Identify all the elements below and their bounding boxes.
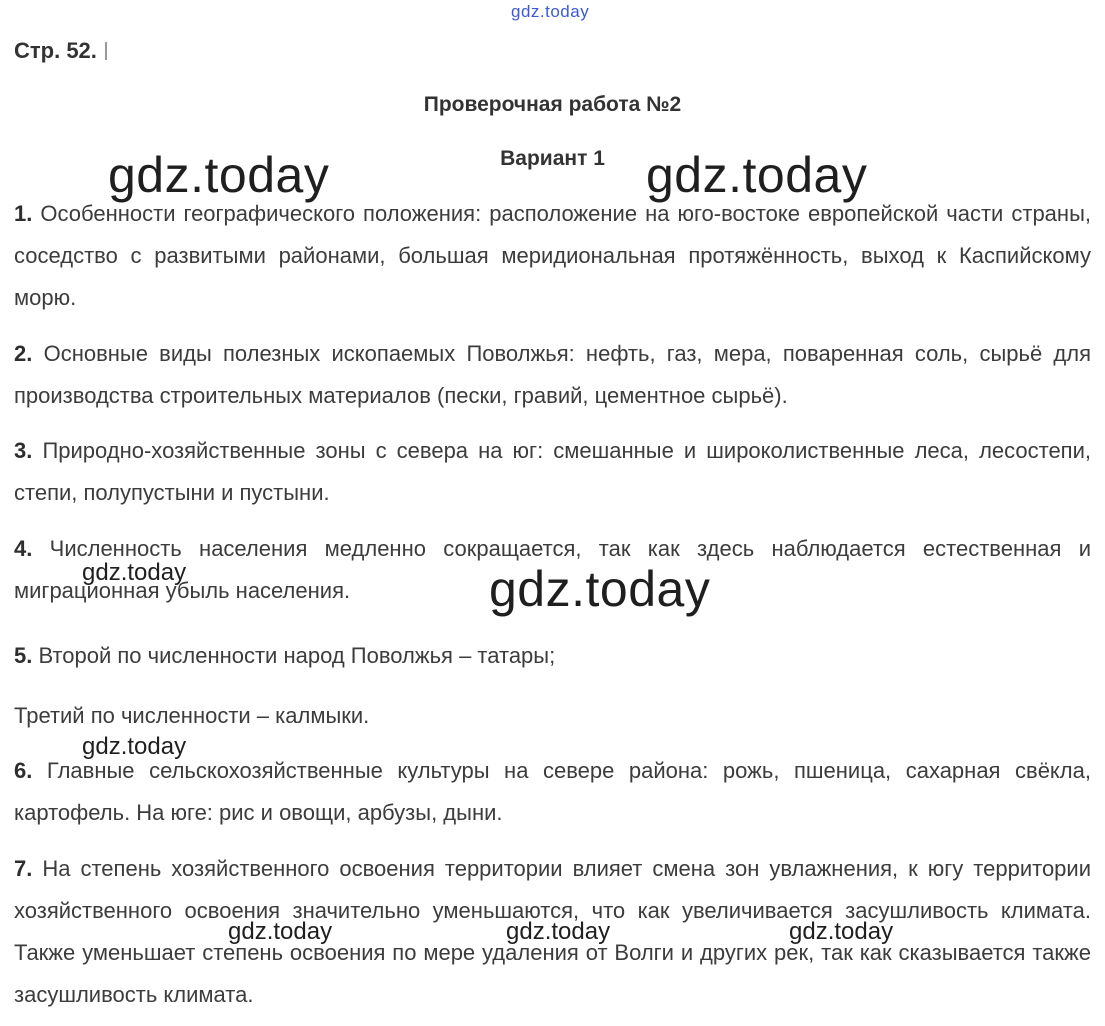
page-title: Проверочная работа №2 [423, 93, 682, 116]
answer-2 [14, 333, 1091, 417]
watermark: gdz.today [228, 918, 333, 945]
answer-number: 7. [14, 856, 33, 881]
answer-6 [14, 750, 1091, 834]
watermark: gdz.today [108, 147, 330, 203]
watermark: gdz.today [506, 918, 611, 945]
answer-number: 3. [14, 438, 33, 463]
variant-title: Вариант 1 [500, 147, 605, 170]
answer-number: 5. [14, 643, 33, 668]
answer-5 [14, 635, 1091, 677]
answer-text: Второй по численности народ Поволжья – татары; [38, 643, 556, 668]
answer-text: Главные сельскохозяйственные культуры на севере района: рожь, пшеница, сахарная свёкла, картофель. На юге: рис и овощи, арбузы, дыни. [14, 758, 1091, 825]
answer-number: 6. [14, 758, 33, 783]
answer-number: 1. [14, 201, 33, 226]
answer-text: Особенности географического положения: расположение на юго-востоке европейской части страны, соседство с развитыми районами, большая меридиональная протяжённость, выход к Каспийскому морю. [14, 201, 1091, 310]
answer-text: Третий по численности – калмыки. [14, 703, 370, 728]
answer-text: Природно-хозяйственные зоны с севера на юг: смешанные и широколиственные леса, лесостепи, степи, полупустыни и пустыни. [14, 438, 1091, 505]
page-reference [14, 38, 107, 64]
watermark: gdz.today [789, 918, 894, 945]
watermark: gdz.today [489, 561, 711, 617]
answer-3 [14, 430, 1091, 514]
watermark-top: gdz.today [511, 2, 590, 21]
answer-number: 2. [14, 341, 33, 366]
watermark: gdz.today [646, 147, 868, 203]
text-cursor [105, 42, 107, 60]
answer-text: Численность населения медленно сокращается, так как здесь наблюдается естественная и миграционная убыль населения. [14, 536, 1091, 603]
answer-text: Основные виды полезных ископаемых Поволжья: нефть, газ, мера, поваренная соль, сырьё для производства строительных материалов (пески, гравий, цементное сырьё). [14, 341, 1091, 408]
page-reference-label: Стр. 52. [14, 38, 97, 63]
watermark: gdz.today [82, 733, 187, 760]
answer-5-continued [14, 695, 1091, 737]
answer-text: На степень хозяйственного освоения территории влияет смена зон увлажнения, к югу территории хозяйственного освоения значительно уменьшаются, что как увеличивается засушливость климата. Также уменьшает степень освоения по мере удаления от Волги и других рек, так как сказывается также засушливость климата. [14, 856, 1091, 1007]
answer-1 [14, 193, 1091, 319]
answer-number: 4. [14, 536, 33, 561]
watermark: gdz.today [82, 559, 187, 586]
